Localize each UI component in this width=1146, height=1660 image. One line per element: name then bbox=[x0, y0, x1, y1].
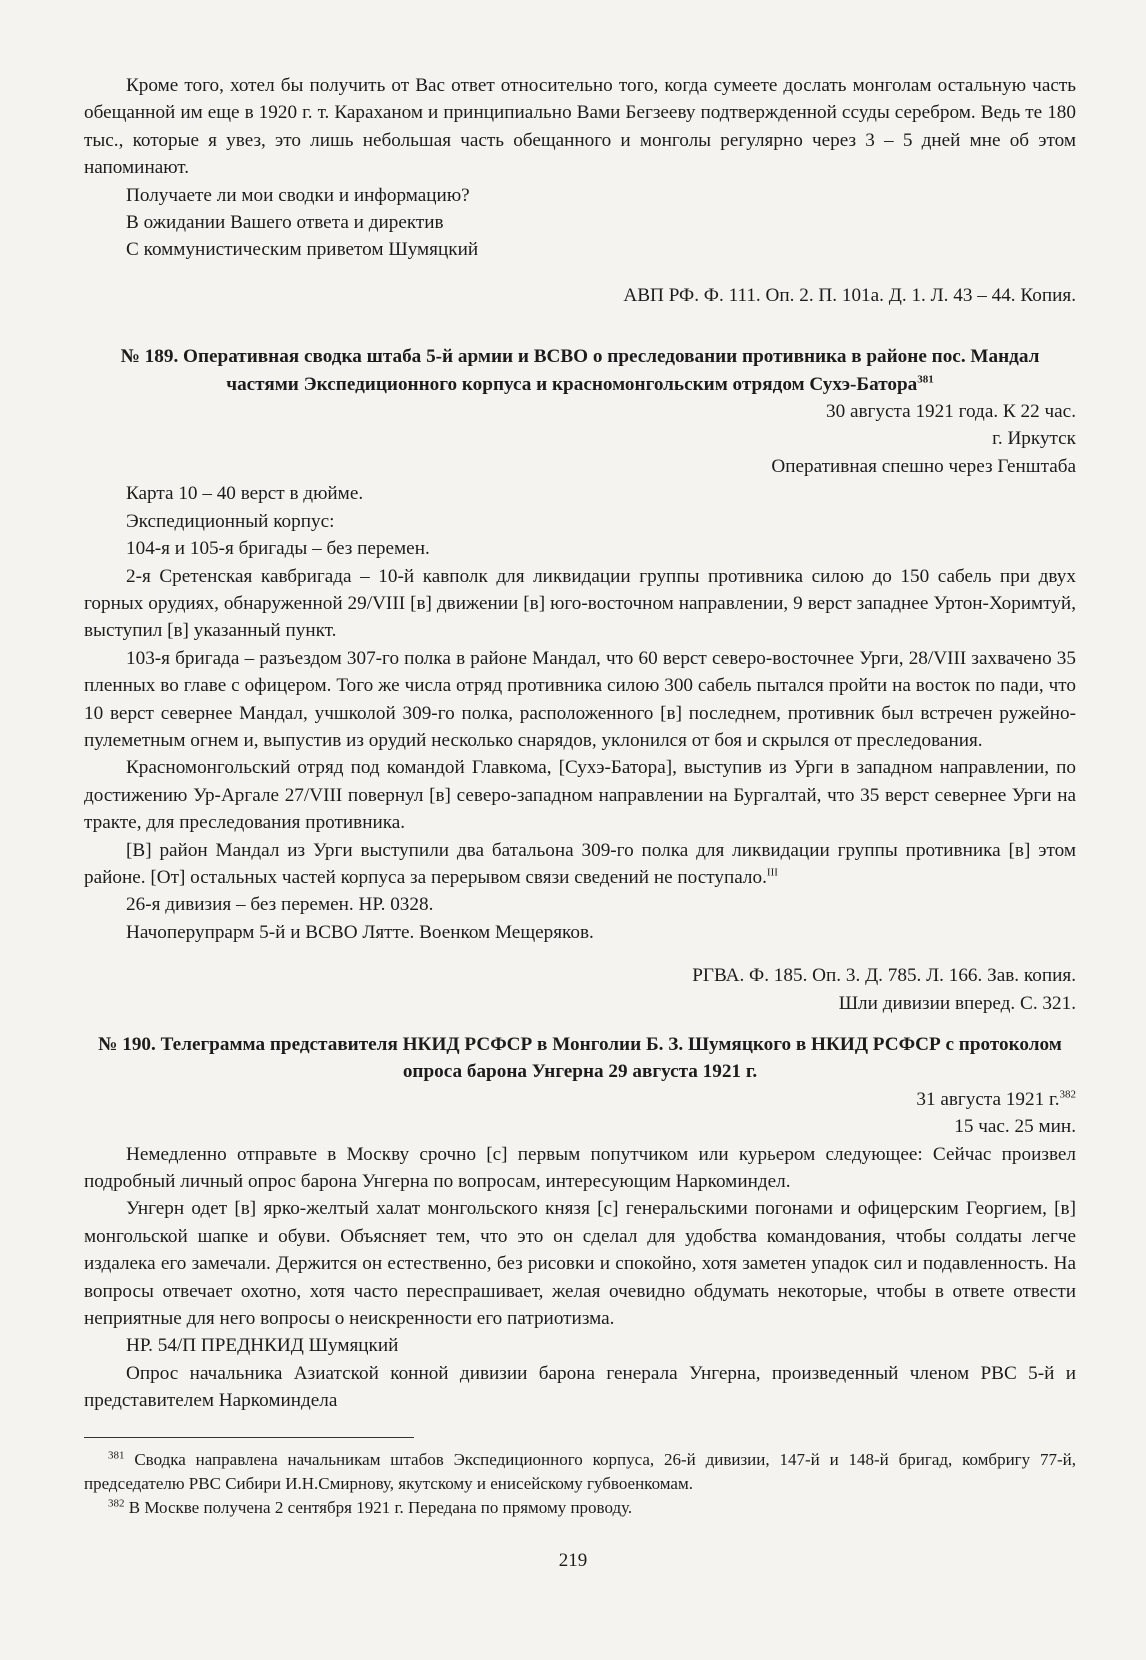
paragraph: [В] район Мандал из Урги выступили два батальона 309-го полка для ликвидации группы противника [в] этом районе. [От] остальных частей корпуса за перерывом связи сведений не поступало.$^{III}$ bbox=[84, 839, 1076, 888]
document-title: № 189. Оперативная сводка штаба 5-й армии и ВСВО о преследовании противника в районе пос. Мандал частями Экспедиционного корпуса и красномонгольским отрядом Сухэ-Батора$^{381}$ bbox=[120, 346, 1040, 395]
paragraph: Начоперупрарм 5-й и ВСВО Лятте. Военком Мещеряков. bbox=[126, 921, 594, 943]
document-date: 30 августа 1921 года. К 22 час. bbox=[825, 401, 1076, 423]
page-number: 219 bbox=[558, 1550, 588, 1571]
document-title: № 190. Телеграмма представителя НКИД РСФСР в Монголии Б. З. Шумяцкого в НКИД РСФСР с протоколом опроса барона Унгерна 29 августа 1921 г. bbox=[98, 1034, 1062, 1083]
document-date: 31 августа 1921 г.$^{382}$ bbox=[916, 1088, 1076, 1110]
document-place: г. Иркутск bbox=[992, 428, 1076, 450]
footnote: $^{382}$ В Москве получена 2 сентября 1921 г. Передана по прямому проводу. bbox=[108, 1497, 633, 1517]
document-time: 15 час. 25 мин. bbox=[954, 1116, 1076, 1138]
footnote-ref[interactable]: 382 bbox=[1059, 1088, 1076, 1101]
paragraph: В ожидании Вашего ответа и директив bbox=[126, 212, 444, 234]
footnotes bbox=[84, 1437, 1076, 1520]
paragraph: Опрос начальника Азиатской конной дивизии барона генерала Унгерна, произведенный членом РВС 5-й и представителем Наркоминдела bbox=[84, 1362, 1076, 1412]
document-190 bbox=[84, 1031, 1076, 1415]
paragraph: Кроме того, хотел бы получить от Вас ответ относительно того, когда сумеете дослать монголам остальную часть обещанной им еще в 1920 г. т. Караханом и принципиально Вами Бегзееву подтвержденной ссуды серебром. Ведь те 180 тыс., которые я увез, это лишь небольшая часть обещанного и монголы регулярно через 3 – 5 дней мне об этом напоминают. bbox=[84, 75, 1076, 179]
paragraph: Экспедиционный корпус: bbox=[126, 510, 335, 532]
document-mark: Оперативная спешно через Генштаба bbox=[771, 455, 1076, 477]
paragraph: С коммунистическим приветом Шумяцкий bbox=[126, 239, 479, 261]
document-189 bbox=[84, 343, 1076, 1017]
note-ref: III bbox=[766, 866, 778, 879]
paragraph: 26-я дивизия – без перемен. НР. 0328. bbox=[126, 894, 434, 916]
paragraph: Получаете ли мои сводки и информацию? bbox=[126, 184, 470, 206]
footnote-number: 382 bbox=[108, 1497, 125, 1510]
paragraph: Карта 10 – 40 верст в дюйме. bbox=[126, 483, 364, 505]
paragraph: Красномонгольский отряд под командой Главкома, [Сухэ-Батора], выступив из Урги в западном направлении, по достижению Ур-Аргале 27/VIII повернул [в] северо-западном направлении на Бургалтай, что 35 верст севернее Урги на тракте, для преследования противника. bbox=[84, 757, 1076, 834]
paragraph: НР. 54/П ПРЕДНКИД Шумяцкий bbox=[126, 1335, 399, 1357]
paragraph: Немедленно отправьте в Москву срочно [с] первым попутчиком или курьером следующее: Сейчас произвел подробный личный опрос барона Унгерна по вопросам, интересующим Наркоминдел. bbox=[84, 1143, 1076, 1193]
archive-source: АВП РФ. Ф. 111. Оп. 2. П. 101а. Д. 1. Л. 43 – 44. Копия. bbox=[623, 284, 1076, 306]
footnote: $^{381}$ Сводка направлена начальникам штабов Экспедиционного корпуса, 26-й дивизии, 147-й и 148-й бригад, комбригу 77-й, председателю РВС Сибири И.Н.Смирнову, якутскому и енисейскому губвоенкомам. bbox=[84, 1449, 1076, 1493]
paragraph: 103-я бригада – разъездом 307-го полка в районе Мандал, что 60 верст северо-восточнее Урги, 28/VIII захвачено 35 пленных во главе с офицером. Того же числа отряд противника силою 300 сабель пытался пройти на восток по пади, что 10 верст севернее Мандал, учшколой 309-го полка, расположенного [в] последнем, противник был встречен ружейно-пулеметным огнем и, выпустив из орудий несколько снарядов, уклонился от боя и скрылся от преследования. bbox=[84, 647, 1076, 751]
paragraph: 2-я Сретенская кавбригада – 10-й кавполк для ликвидации группы противника силою до 150 сабель при двух горных орудиях, обнаруженной 29/VIII [в] движении [в] юго-восточном направлении, 9 верст западнее Уртон-Хоримтуй, выступил [в] указанный пункт. bbox=[84, 565, 1076, 642]
footnote-divider bbox=[84, 1437, 414, 1438]
publication-source: Шли дивизии вперед. С. 321. bbox=[838, 992, 1076, 1014]
footnote-number: 381 bbox=[108, 1449, 125, 1462]
footnote-ref[interactable]: 381 bbox=[917, 373, 934, 386]
paragraph: 104-я и 105-я бригады – без перемен. bbox=[126, 538, 430, 560]
archive-source: РГВА. Ф. 185. Оп. 3. Д. 785. Л. 166. Зав. копия. bbox=[692, 965, 1076, 987]
paragraph: Унгерн одет [в] ярко-желтый халат монгольского князя [с] генеральскими погонами и офицерским Георгием, [в] монгольской шапке и обуви. Объясняет тем, что это он сделал для удобства командования, чтобы солдаты легче издалека его замечали. Держится он естественно, без рисовки и спокойно, хотя заметен упадок сил и подавленность. На вопросы отвечает охотно, хотя часто переспрашивает, желая очевидно обдумать некоторые, чтобы в ответе отвести неприятные для него вопросы о неискренности его патриотизма. bbox=[84, 1198, 1076, 1330]
